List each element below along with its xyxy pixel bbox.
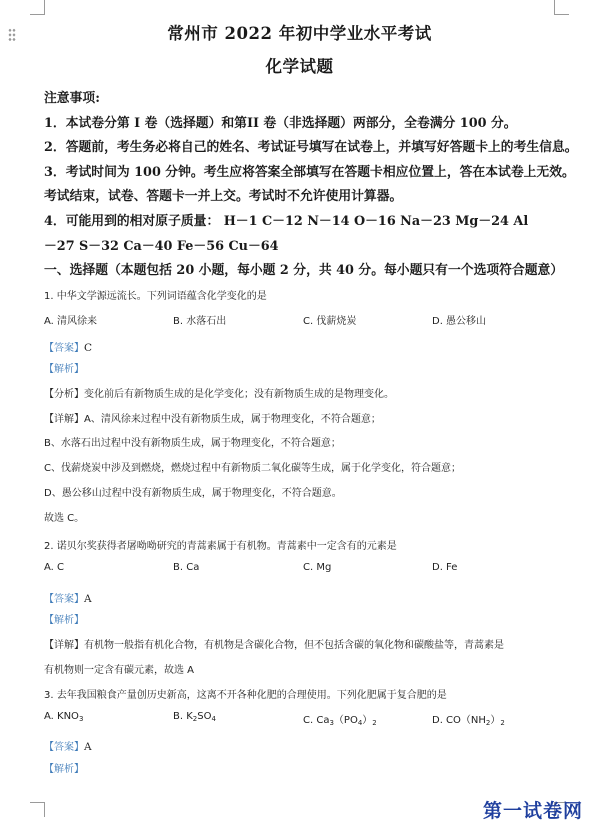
- notes-item-3a: 3．考试时间为 100 分钟。考生应将答案全部填写在答题卡相应位置上，答在本试卷上无效。: [44, 165, 575, 180]
- notes-item-1: 1．本试卷分第 I 卷（选择题）和第II 卷（非选择题）两部分，全卷满分 100 分。: [44, 116, 517, 131]
- notes-item-2: 2．答题前，考生务必将自己的姓名、考试证号填写在试卷上，并填写好答题卡上的考生信息。: [44, 140, 578, 155]
- q2-xiangjie-2: 有机物则一定含有碳元素，故选 A: [44, 665, 195, 676]
- q2-jiexi: 【解析】: [44, 615, 84, 626]
- q3-option-a: A. $KNO_3$: [44, 711, 84, 723]
- q2-answer-value: A: [84, 593, 92, 605]
- q3-option-b: B. $K_2SO_4$: [173, 711, 216, 723]
- section-heading: 一、选择题（本题包括 20 小题，每小题 2 分，共 40 分。每小题只有一个选项符合题意）: [44, 263, 564, 278]
- q1-option-b: B. 水落石出: [173, 316, 227, 327]
- notes-item-3b: 考试结束，试卷、答题卡一并上交。考试时不允许使用计算器。: [44, 189, 403, 204]
- q2-option-b: B. Ca: [173, 562, 200, 573]
- q1-explain-d: D、愚公移山过程中没有新物质生成，属于物理变化，不符合题意。: [44, 488, 342, 499]
- q2-option-c: C. Mg: [303, 562, 332, 573]
- q3-option-d: D. $CO(NH_2)_2$: [432, 715, 505, 727]
- q1-answer-value: C: [84, 342, 93, 354]
- q1-option-c: C. 伐薪烧炭: [303, 316, 357, 327]
- question-3-stem: 3. 去年我国粮食产量创历史新高，这离不开各种化肥的合理使用。下列化肥属于复合肥的是: [44, 690, 447, 701]
- q2-answer-label: 【答案】: [44, 594, 84, 605]
- q3-answer: [44, 735, 92, 754]
- question-1-stem: 1. 中华文学源远流长。下列词语蕴含化学变化的是: [44, 291, 267, 302]
- notes-item-4b: －27 S－32 Ca－40 Fe－56 Cu－64: [44, 239, 279, 254]
- notes-heading: 注意事项:: [44, 91, 100, 106]
- q3-answer-label: 【答案】: [44, 742, 84, 753]
- page-title: 常州市 2022 年初中学业水平考试: [167, 24, 432, 43]
- crop-mark-bottom-left: [30, 802, 45, 817]
- q2-option-d: D. Fe: [432, 562, 458, 573]
- page-subtitle: 化学试题: [265, 57, 334, 76]
- q1-option-a: A. 清风徐来: [44, 316, 98, 327]
- notes-item-4a: 4．可能用到的相对原子质量： H－1 C－12 N－14 O－16 Na－23 Mg－24 Al: [44, 214, 529, 229]
- q2-answer: [44, 587, 92, 606]
- q1-explain-b: B、水落石出过程中没有新物质生成，属于物理变化，不符合题意；: [44, 438, 341, 449]
- site-watermark: 第一试卷网: [482, 800, 583, 822]
- q3-answer-value: A: [84, 741, 92, 753]
- q1-answer: [44, 336, 92, 355]
- q3-jiexi: 【解析】: [44, 764, 84, 775]
- q2-option-a: A. C: [44, 562, 65, 573]
- q1-fenxi: 【分析】变化前后有新物质生成的是化学变化；没有新物质生成的是物理变化。: [44, 389, 394, 400]
- question-2-stem: 2. 诺贝尔奖获得者屠呦呦研究的青蒿素属于有机物。青蒿素中一定含有的元素是: [44, 541, 397, 552]
- q1-explain-c: C、伐薪烧炭中涉及到燃烧，燃烧过程中有新物质二氧化碳等生成，属于化学变化，符合题意；: [44, 463, 461, 474]
- q2-xiangjie-1: 【详解】有机物一般指有机化合物，有机物是含碳化合物，但不包括含碳的氧化物和碳酸盐等，青蒿素是: [44, 640, 504, 651]
- q1-conclusion: 故选 C。: [44, 513, 85, 524]
- q1-answer-label: 【答案】: [44, 343, 84, 354]
- crop-mark-top-right: [554, 0, 569, 15]
- q1-jiexi: 【解析】: [44, 364, 84, 375]
- q1-xiangjie: 【详解】A、清风徐来过程中没有新物质生成，属于物理变化，不符合题意；: [44, 414, 381, 425]
- q1-option-d: D. 愚公移山: [432, 316, 487, 327]
- crop-mark-top-left: [30, 0, 45, 15]
- q3-option-c: C. $Ca_3(PO_4)_2$: [303, 715, 377, 727]
